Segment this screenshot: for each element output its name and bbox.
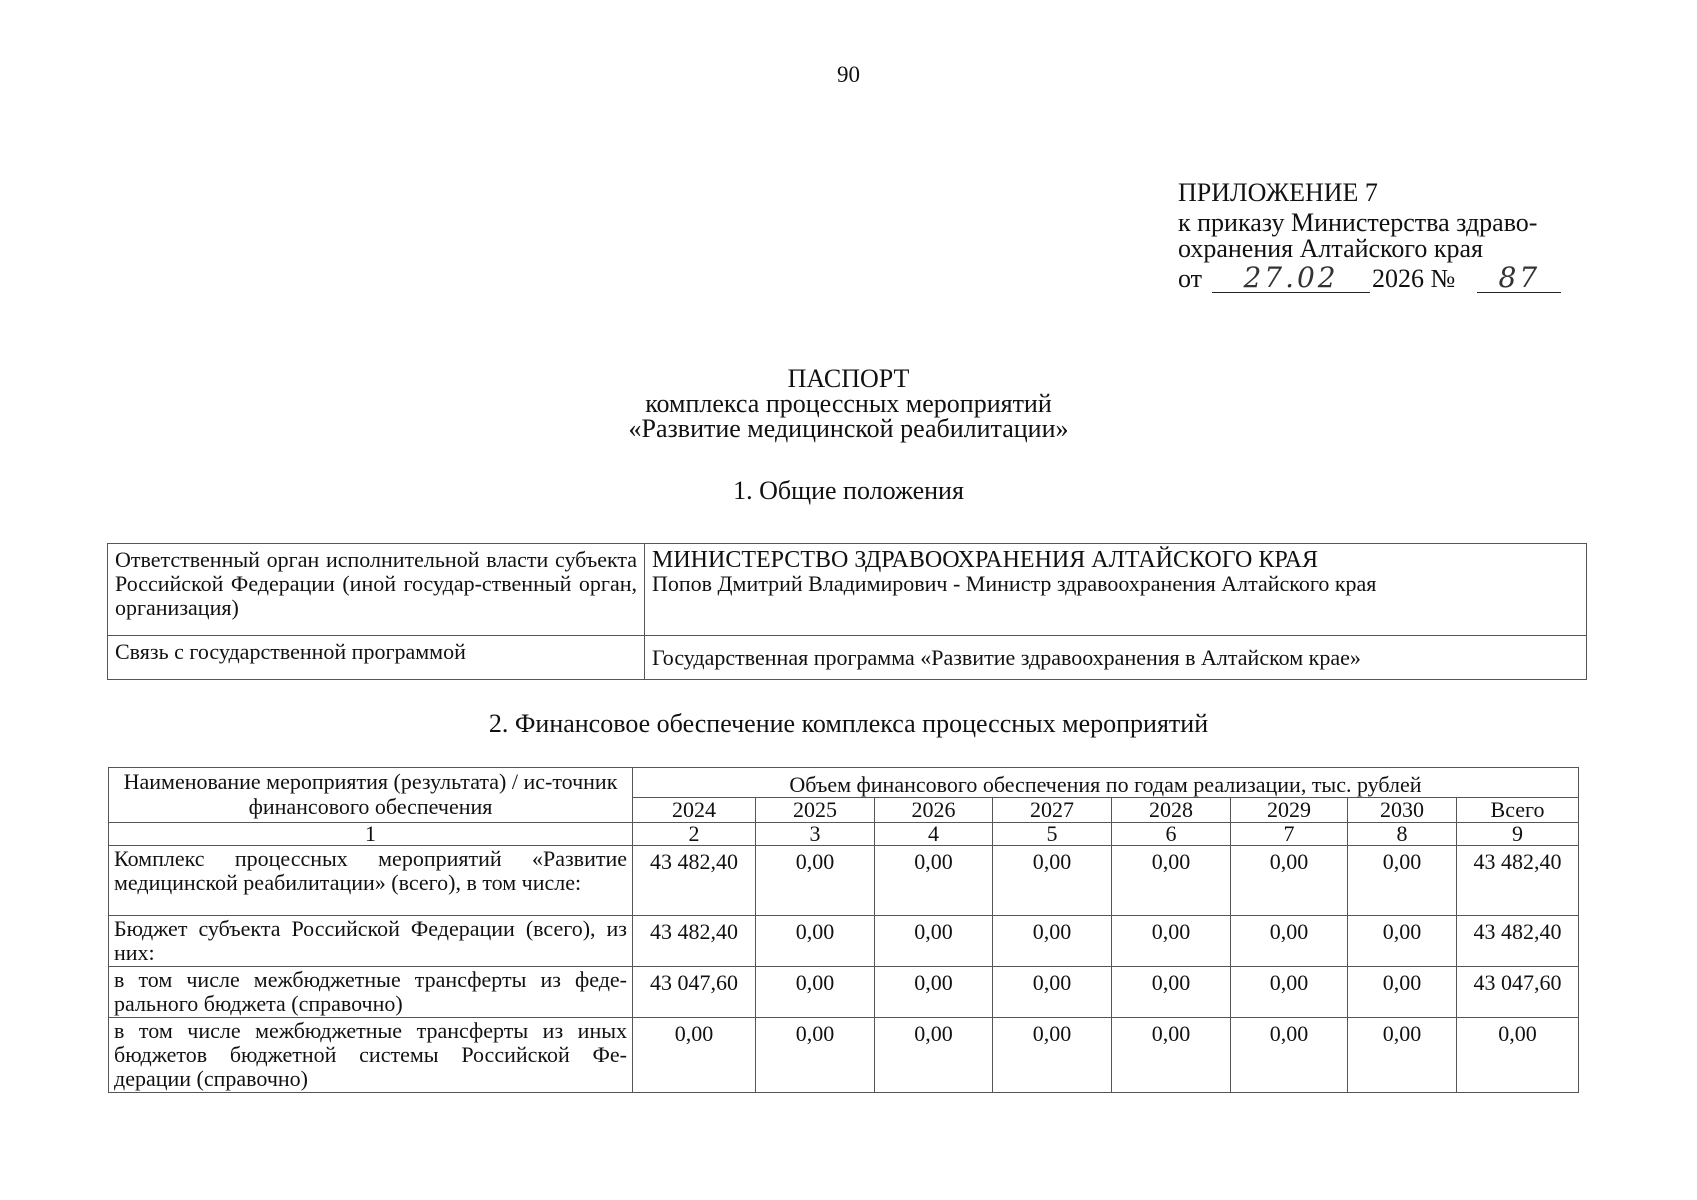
responsible-value bbox=[645, 544, 1587, 636]
year-header: 2030 bbox=[1348, 798, 1457, 823]
table-row bbox=[108, 636, 1587, 680]
appendix-block bbox=[1178, 180, 1658, 293]
table-row bbox=[109, 967, 1579, 1018]
table-row bbox=[109, 1018, 1579, 1093]
value-cell: 0,00 bbox=[875, 967, 993, 1018]
value-cell: 43 482,40 bbox=[633, 916, 756, 967]
value-cell: 0,00 bbox=[756, 967, 875, 1018]
responsible-label: Ответственный орган исполнительной власти субъекта Российской Федерации (иной государ-ственный орган, организация) bbox=[108, 544, 645, 636]
value-cell: 0,00 bbox=[633, 1018, 756, 1093]
volume-column-header: Объем финансового обеспечения по годам реализации, тыс. рублей bbox=[633, 768, 1579, 798]
index-row bbox=[109, 823, 1579, 846]
value-cell: 0,00 bbox=[875, 1018, 993, 1093]
value-cell: 43 047,60 bbox=[633, 967, 756, 1018]
year-header: 2024 bbox=[633, 798, 756, 823]
value-cell: 0,00 bbox=[993, 916, 1112, 967]
passport-subtitle-1: комплекса процессных мероприятий bbox=[645, 389, 1052, 418]
value-cell: 0,00 bbox=[1112, 916, 1231, 967]
program-link-value: Государственная программа «Развитие здравоохранения в Алтайском крае» bbox=[645, 636, 1587, 680]
column-index: 6 bbox=[1112, 823, 1231, 846]
column-index: 3 bbox=[756, 823, 875, 846]
column-index: 5 bbox=[993, 823, 1112, 846]
row-label: в том числе межбюджетные трансферты из иных бюджетов бюджетной системы Российской Фе-дерации (справочно) bbox=[109, 1018, 633, 1093]
value-cell: 0,00 bbox=[1231, 916, 1348, 967]
column-index: 9 bbox=[1457, 823, 1579, 846]
order-year: 2026 № bbox=[1372, 264, 1456, 293]
value-cell: 0,00 bbox=[1231, 1018, 1348, 1093]
value-cell: 0,00 bbox=[1231, 846, 1348, 916]
value-cell: 0,00 bbox=[1112, 967, 1231, 1018]
value-cell: 0,00 bbox=[756, 846, 875, 916]
value-cell: 0,00 bbox=[756, 1018, 875, 1093]
table-row bbox=[108, 544, 1587, 636]
program-link-label: Связь с государственной программой bbox=[108, 636, 645, 680]
value-cell: 0,00 bbox=[1348, 916, 1457, 967]
value-cell: 0,00 bbox=[1348, 846, 1457, 916]
appendix-line-2: охранения Алтайского края bbox=[1178, 234, 1484, 263]
order-date-line bbox=[1178, 261, 1658, 294]
column-index: 8 bbox=[1348, 823, 1457, 846]
total-cell: 43 482,40 bbox=[1457, 916, 1579, 967]
section-1-heading: 1. Общие положения bbox=[733, 476, 964, 505]
value-cell: 0,00 bbox=[1112, 1018, 1231, 1093]
value-cell: 0,00 bbox=[1348, 967, 1457, 1018]
table-row bbox=[109, 916, 1579, 967]
appendix-line-1: к приказу Министерства здраво- bbox=[1178, 208, 1538, 237]
from-label: от bbox=[1178, 264, 1203, 293]
financing-table bbox=[108, 767, 1579, 1093]
column-index: 1 bbox=[109, 823, 633, 846]
value-cell: 43 482,40 bbox=[633, 846, 756, 916]
value-cell: 0,00 bbox=[1112, 846, 1231, 916]
total-cell: 43 047,60 bbox=[1457, 967, 1579, 1018]
value-cell: 0,00 bbox=[993, 846, 1112, 916]
year-header: 2025 bbox=[756, 798, 875, 823]
header-row bbox=[109, 768, 1579, 798]
value-cell: 0,00 bbox=[993, 967, 1112, 1018]
value-cell: 0,00 bbox=[875, 846, 993, 916]
minister-name: Попов Дмитрий Владимирович - Министр здравоохранения Алтайского края bbox=[652, 571, 1377, 596]
ministry-name: МИНИСТЕРСТВО ЗДРАВООХРАНЕНИЯ АЛТАЙСКОГО КРАЯ bbox=[652, 547, 1318, 573]
name-column-header: Наименование мероприятия (результата) / ис-точник финансового обеспечения bbox=[109, 768, 633, 823]
page-number: 90 bbox=[837, 62, 860, 87]
total-cell: 0,00 bbox=[1457, 1018, 1579, 1093]
value-cell: 0,00 bbox=[875, 916, 993, 967]
row-label: Бюджет субъекта Российской Федерации (всего), из них: bbox=[109, 916, 633, 967]
row-label: в том числе межбюджетные трансферты из феде-рального бюджета (справочно) bbox=[109, 967, 633, 1018]
year-header: 2026 bbox=[875, 798, 993, 823]
handwritten-number: 87 bbox=[1477, 264, 1561, 293]
value-cell: 0,00 bbox=[1231, 967, 1348, 1018]
row-label: Комплекс процессных мероприятий «Развитие медицинской реабилитации» (всего), в том числе: bbox=[109, 846, 633, 916]
section-2-heading: 2. Финансовое обеспечение комплекса процессных мероприятий bbox=[488, 709, 1209, 738]
column-index: 7 bbox=[1231, 823, 1348, 846]
year-header: 2028 bbox=[1112, 798, 1231, 823]
column-index: 2 bbox=[633, 823, 756, 846]
total-cell: 43 482,40 bbox=[1457, 846, 1579, 916]
handwritten-date: 27.02 bbox=[1212, 264, 1370, 293]
value-cell: 0,00 bbox=[756, 916, 875, 967]
year-header: 2027 bbox=[993, 798, 1112, 823]
year-header: 2029 bbox=[1231, 798, 1348, 823]
passport-subtitle-2: «Развитие медицинской реабилитации» bbox=[628, 414, 1069, 443]
general-provisions-table bbox=[107, 543, 1587, 680]
total-header: Всего bbox=[1457, 798, 1579, 823]
value-cell: 0,00 bbox=[1348, 1018, 1457, 1093]
table-row bbox=[109, 846, 1579, 916]
appendix-title: ПРИЛОЖЕНИЕ 7 bbox=[1178, 178, 1378, 207]
value-cell: 0,00 bbox=[993, 1018, 1112, 1093]
passport-title: ПАСПОРТ bbox=[787, 364, 910, 393]
column-index: 4 bbox=[875, 823, 993, 846]
passport-heading bbox=[0, 366, 1697, 441]
